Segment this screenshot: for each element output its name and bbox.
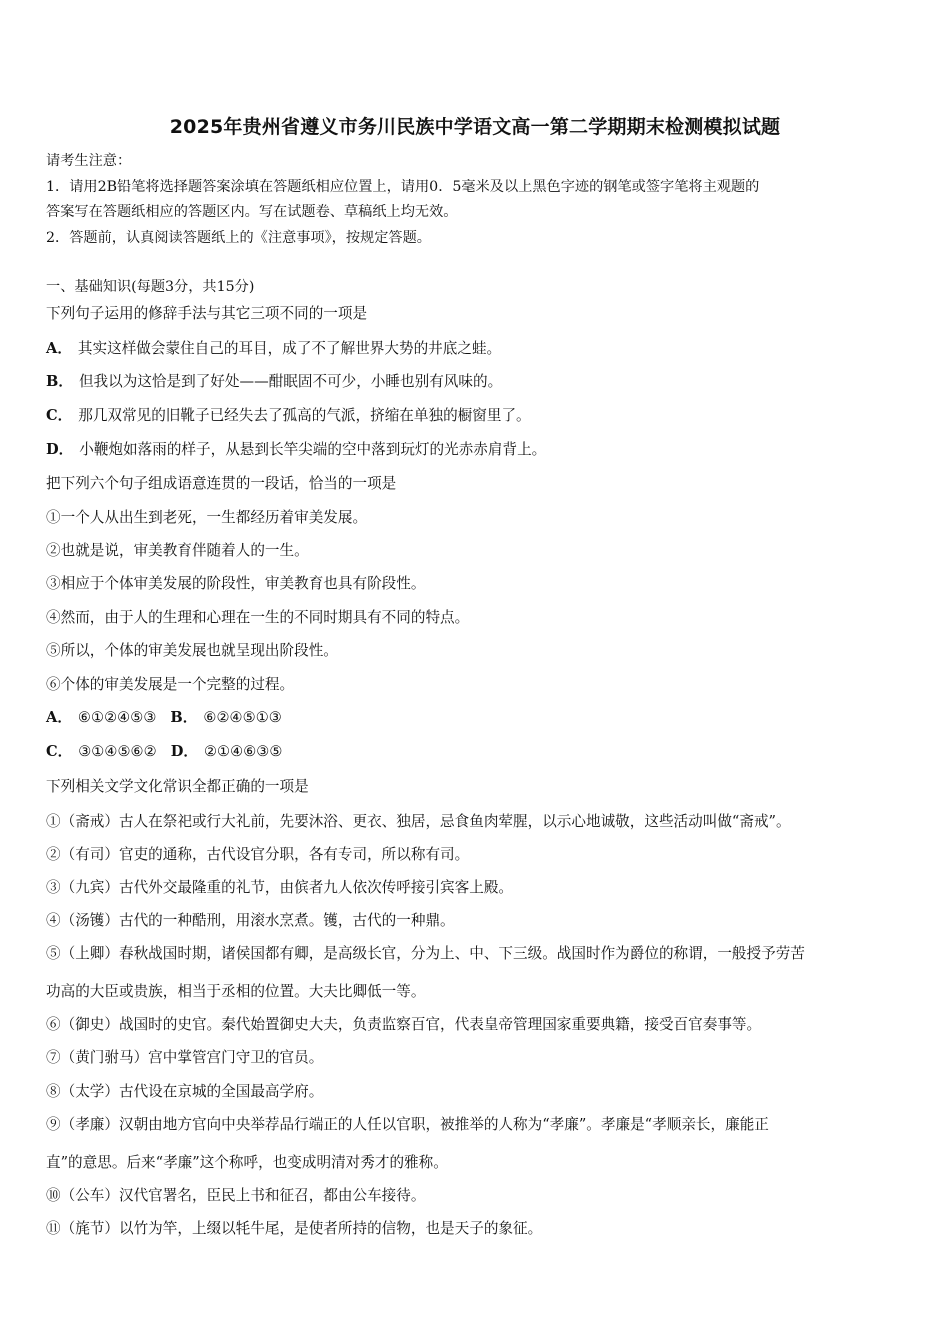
question-3-stem: 下列相关文学文化常识全都正确的一项是 — [46, 778, 309, 795]
option-label: B． — [170, 709, 198, 726]
q3-item: ⑨（孝廉）汉朝由地方官向中央举荐品行端正的人任以官职，被推举的人称为“孝廉”。孝廉是“孝顺亲长，廉能正 — [46, 1116, 769, 1133]
q1-option-c — [46, 404, 911, 425]
q2-sentence-2: ②也就是说，审美教育伴随着人的一生。 — [46, 542, 309, 559]
option-label: A． — [46, 709, 72, 726]
option-text: ⑥①②④⑤③ — [77, 709, 157, 726]
question-2-stem: 把下列六个句子组成语意连贯的一段话，恰当的一项是 — [46, 475, 397, 492]
option-text: 但我以为这恰是到了好处——酣眠固不可少，小睡也别有风味的。 — [78, 373, 503, 390]
q3-item: ②（有司）官吏的通称，古代设官分职，各有专司，所以称有司。 — [46, 846, 470, 863]
option-label: D． — [170, 743, 198, 760]
option-label: A． — [46, 340, 72, 357]
notice-item-2: 2．答题前，认真阅读答题纸上的《注意事项》，按规定答题。 — [46, 230, 431, 246]
option-label: C． — [46, 743, 73, 760]
q2-options-row-1 — [46, 706, 911, 727]
q2-sentence-5: ⑤所以，个体的审美发展也就呈现出阶段性。 — [46, 642, 338, 659]
notice-heading: 请考生注意： — [46, 153, 132, 169]
option-text: 小鞭炮如落雨的样子，从悬到长竿尖端的空中落到玩灯的光赤赤肩背上。 — [79, 441, 547, 458]
section-heading: 一、基础知识(每题3分，共15分) — [46, 279, 255, 295]
notice-item-1-line-2: 答案写在答题纸相应的答题区内。写在试题卷、草稿纸上均无效。 — [46, 204, 458, 220]
q3-item: ④（汤镬）古代的一种酷刑，用滚水烹煮。镬，古代的一种鼎。 — [46, 912, 455, 929]
q2-options-row-2 — [46, 740, 911, 761]
q2-sentence-1: ①一个人从出生到老死，一生都经历着审美发展。 — [46, 509, 368, 526]
option-text: ②①④⑥③⑤ — [203, 743, 283, 760]
q1-option-b — [46, 370, 911, 391]
option-text: 那几双常见的旧靴子已经失去了孤高的气派，挤缩在单独的橱窗里了。 — [78, 407, 531, 424]
q3-item: ⑦（黄门驸马）宫中掌管宫门守卫的官员。 — [46, 1049, 324, 1066]
option-label: B． — [46, 373, 73, 390]
option-label: C． — [46, 407, 73, 424]
option-text: 其实这样做会蒙住自己的耳目，成了不了解世界大势的井底之蛙。 — [77, 340, 502, 357]
page-title: 2025年贵州省遵义市务川民族中学语文高一第二学期期末检测模拟试题 — [169, 116, 781, 138]
q3-item: ①（斋戒）古人在祭祀或行大礼前，先要沐浴、更衣、独居，忌食鱼肉荤腥，以示心地诚敬，这些活动叫做“斋戒”。 — [46, 813, 791, 830]
q3-item: ⑤（上卿）春秋战国时期，诸侯国都有卿，是高级长官，分为上、中、下三级。战国时作为爵位的称谓，一般授予劳苦 — [46, 945, 805, 962]
q2-sentence-6: ⑥个体的审美发展是一个完整的过程。 — [46, 676, 295, 693]
option-text: ③①④⑤⑥② — [78, 743, 157, 760]
q3-item: ⑥（御史）战国时的史官。秦代始置御史大夫，负责监察百官，代表皇帝管理国家重要典籍，接受百官奏事等。 — [46, 1016, 762, 1033]
q2-sentence-4: ④然而，由于人的生理和心理在一生的不同时期具有不同的特点。 — [46, 609, 470, 626]
option-label: D． — [46, 441, 74, 458]
q3-item: ⑪（旄节）以竹为竿，上缀以牦牛尾，是使者所持的信物，也是天子的象征。 — [46, 1220, 543, 1237]
q1-option-a — [46, 337, 911, 358]
notice-item-1-line-1: 1．请用2B铅笔将选择题答案涂填在答题纸相应位置上，请用0．5毫米及以上黑色字迹的钢笔或签字笔将主观题的 — [46, 179, 760, 195]
q1-option-d — [46, 438, 911, 459]
q3-item: ⑩（公车）汉代官署名，臣民上书和征召，都由公车接待。 — [46, 1187, 426, 1204]
q3-item-continued: 功高的大臣或贵族，相当于丞相的位置。大夫比卿低一等。 — [46, 983, 426, 1000]
option-text: ⑥②④⑤①③ — [203, 709, 282, 726]
q2-sentence-3: ③相应于个体审美发展的阶段性，审美教育也具有阶段性。 — [46, 575, 426, 592]
q3-item: ⑧（太学）古代设在京城的全国最高学府。 — [46, 1083, 324, 1100]
question-1-stem: 下列句子运用的修辞手法与其它三项不同的一项是 — [46, 305, 368, 322]
q3-item: ③（九宾）古代外交最隆重的礼节，由傧者九人依次传呼接引宾客上殿。 — [46, 879, 514, 896]
q3-item-continued: 直”的意思。后来“孝廉”这个称呼，也变成明清对秀才的雅称。 — [46, 1154, 448, 1171]
